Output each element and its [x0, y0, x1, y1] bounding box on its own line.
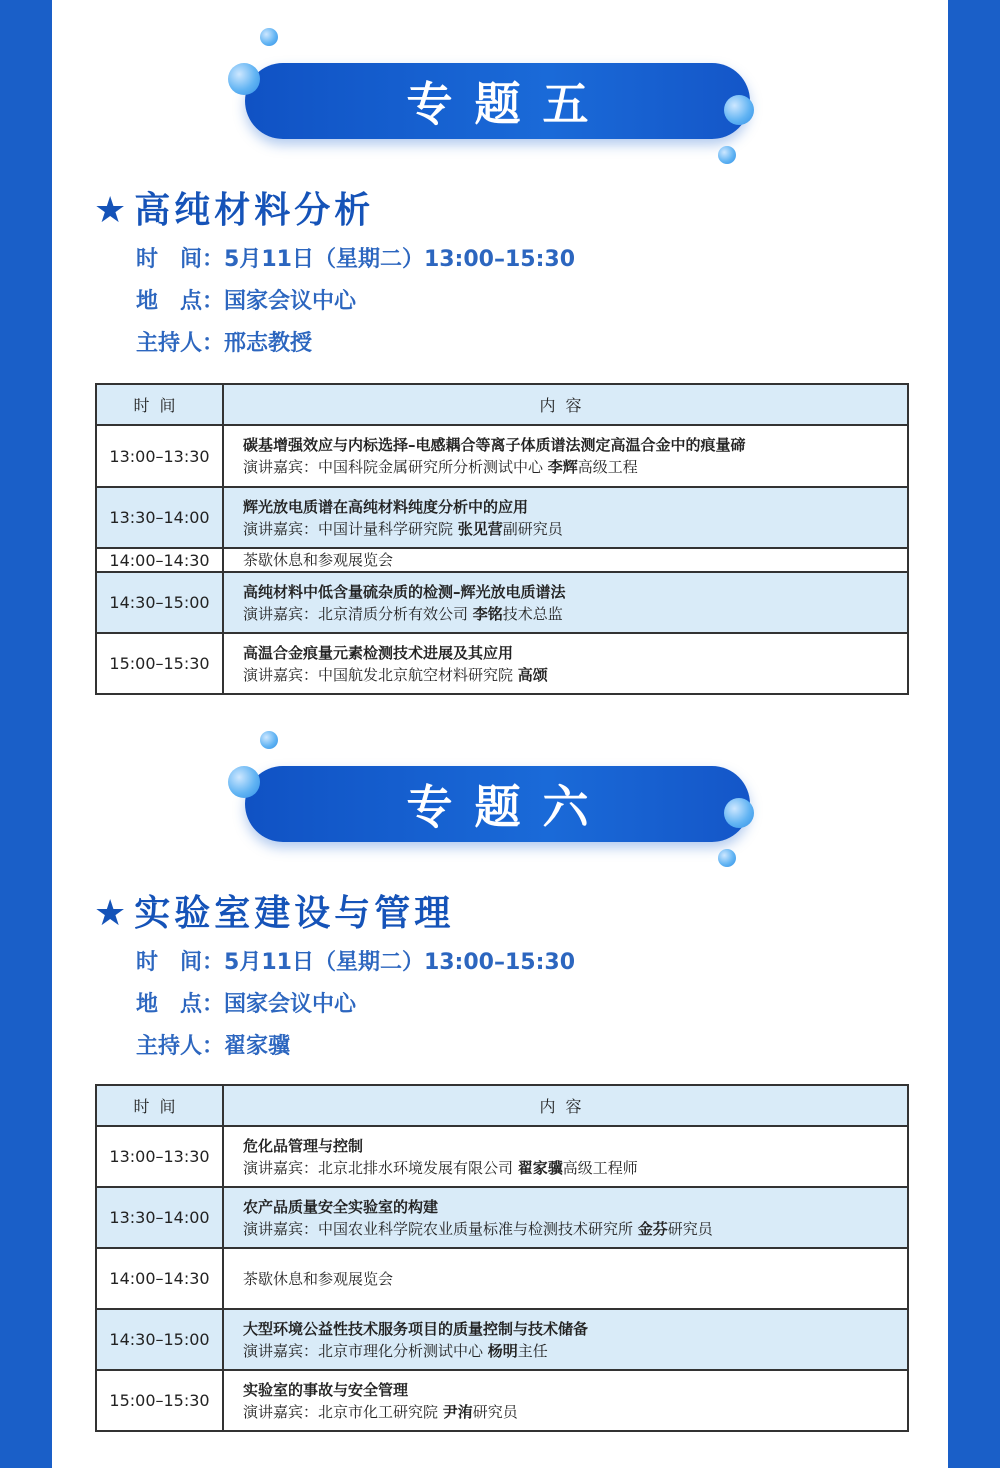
- section-title: ★ 实验室建设与管理: [94, 893, 455, 934]
- topic-banner: [245, 766, 750, 842]
- header-time: 时间: [96, 384, 223, 425]
- bubble-decoration: [724, 798, 754, 828]
- header-content: 内容: [223, 1085, 908, 1126]
- table-row: 15:00–15:30 实验室的事故与安全管理 演讲嘉宾：北京市化工研究院 尹洧研究员: [96, 1370, 908, 1431]
- session-host: 主持人：翟家骥: [136, 1034, 291, 1059]
- talk-title: 大型环境公益性技术服务项目的质量控制与技术储备: [243, 1319, 589, 1338]
- schedule-table: [95, 383, 909, 695]
- speaker: 演讲嘉宾：中国航发北京航空材料研究院 高颂: [243, 665, 548, 684]
- bubble-decoration: [718, 849, 736, 867]
- speaker: 演讲嘉宾：北京市理化分析测试中心 杨明主任: [243, 1341, 548, 1360]
- session-place: 地 点：国家会议中心: [136, 289, 357, 314]
- talk-title: 危化品管理与控制: [243, 1136, 364, 1155]
- talk-title: 高纯材料中低含量硫杂质的检测–辉光放电质谱法: [243, 582, 566, 601]
- bubble-decoration: [260, 28, 278, 46]
- topic-banner: [245, 63, 750, 139]
- break-text: 茶歇休息和参观展览会: [223, 1248, 908, 1309]
- star-icon: ★: [94, 893, 131, 934]
- session-time: 时 间：5月11日（星期二）13:00–15:30: [136, 247, 575, 272]
- table-header-row: [96, 1085, 908, 1126]
- speaker: 演讲嘉宾：北京北排水环境发展有限公司 翟家骥高级工程师: [243, 1158, 638, 1177]
- header-time: 时间: [96, 1085, 223, 1126]
- speaker: 演讲嘉宾：中国科院金属研究所分析测试中心 李辉高级工程: [243, 458, 638, 476]
- talk-title: 农产品质量安全实验室的构建: [243, 1197, 439, 1216]
- bubble-decoration: [228, 766, 260, 798]
- table-row: 14:00–14:30 茶歇休息和参观展览会: [96, 548, 908, 572]
- talk-title: 辉光放电质谱在高纯材料纯度分析中的应用: [243, 497, 529, 516]
- bubble-decoration: [718, 146, 736, 164]
- speaker: 演讲嘉宾：中国农业科学院农业质量标准与检测技术研究所 金芬研究员: [243, 1219, 713, 1238]
- bubble-decoration: [228, 63, 260, 95]
- header-content: 内容: [223, 384, 908, 425]
- table-row: 13:30–14:00 农产品质量安全实验室的构建 演讲嘉宾：中国农业科学院农业质量标准与检测技术研究所 金芬研究员: [96, 1187, 908, 1248]
- talk-title: 高温合金痕量元素检测技术进展及其应用: [243, 643, 514, 662]
- bubble-decoration: [724, 95, 754, 125]
- speaker: 演讲嘉宾：北京清质分析有效公司 李铭技术总监: [243, 604, 563, 623]
- table-row: 14:30–15:00 大型环境公益性技术服务项目的质量控制与技术储备 演讲嘉宾：北京市理化分析测试中心 杨明主任: [96, 1309, 908, 1370]
- topic-banner-text: 专题六: [406, 780, 611, 834]
- table-row: 14:30–15:00 高纯材料中低含量硫杂质的检测–辉光放电质谱法 演讲嘉宾：北京清质分析有效公司 李铭技术总监: [96, 572, 908, 633]
- session-place: 地 点：国家会议中心: [136, 992, 357, 1017]
- schedule-table: [95, 1084, 909, 1432]
- talk-title: 碳基增强效应与内标选择–电感耦合等离子体质谱法测定高温合金中的痕量碲: [243, 436, 746, 454]
- table-row: 14:00–14:30 茶歇休息和参观展览会: [96, 1248, 908, 1309]
- bubble-decoration: [260, 731, 278, 749]
- speaker: 演讲嘉宾：中国计量科学研究院 张见营副研究员: [243, 519, 563, 538]
- table-row: 13:30–14:00 辉光放电质谱在高纯材料纯度分析中的应用 演讲嘉宾：中国计量科学研究院 张见营副研究员: [96, 487, 908, 548]
- table-header-row: [96, 384, 908, 425]
- speaker: 演讲嘉宾：北京市化工研究院 尹洧研究员: [243, 1402, 518, 1421]
- session-host: 主持人：邢志教授: [136, 331, 313, 356]
- star-icon: ★: [94, 190, 131, 231]
- break-text: 茶歇休息和参观展览会: [223, 548, 908, 572]
- table-row: 13:00–13:30 危化品管理与控制 演讲嘉宾：北京北排水环境发展有限公司 翟家骥高级工程师: [96, 1126, 908, 1187]
- session-time: 时 间：5月11日（星期二）13:00–15:30: [136, 950, 575, 975]
- table-row: 13:00–13:30 碳基增强效应与内标选择–电感耦合等离子体质谱法测定高温合金中的痕量碲 演讲嘉宾：中国科院金属研究所分析测试中心 李辉高级工程: [96, 425, 908, 487]
- section-title: ★ 高纯材料分析: [94, 190, 375, 231]
- table-row: 15:00–15:30 高温合金痕量元素检测技术进展及其应用 演讲嘉宾：中国航发北京航空材料研究院 高颂: [96, 633, 908, 694]
- topic-banner-text: 专题五: [406, 77, 611, 131]
- talk-title: 实验室的事故与安全管理: [243, 1380, 409, 1399]
